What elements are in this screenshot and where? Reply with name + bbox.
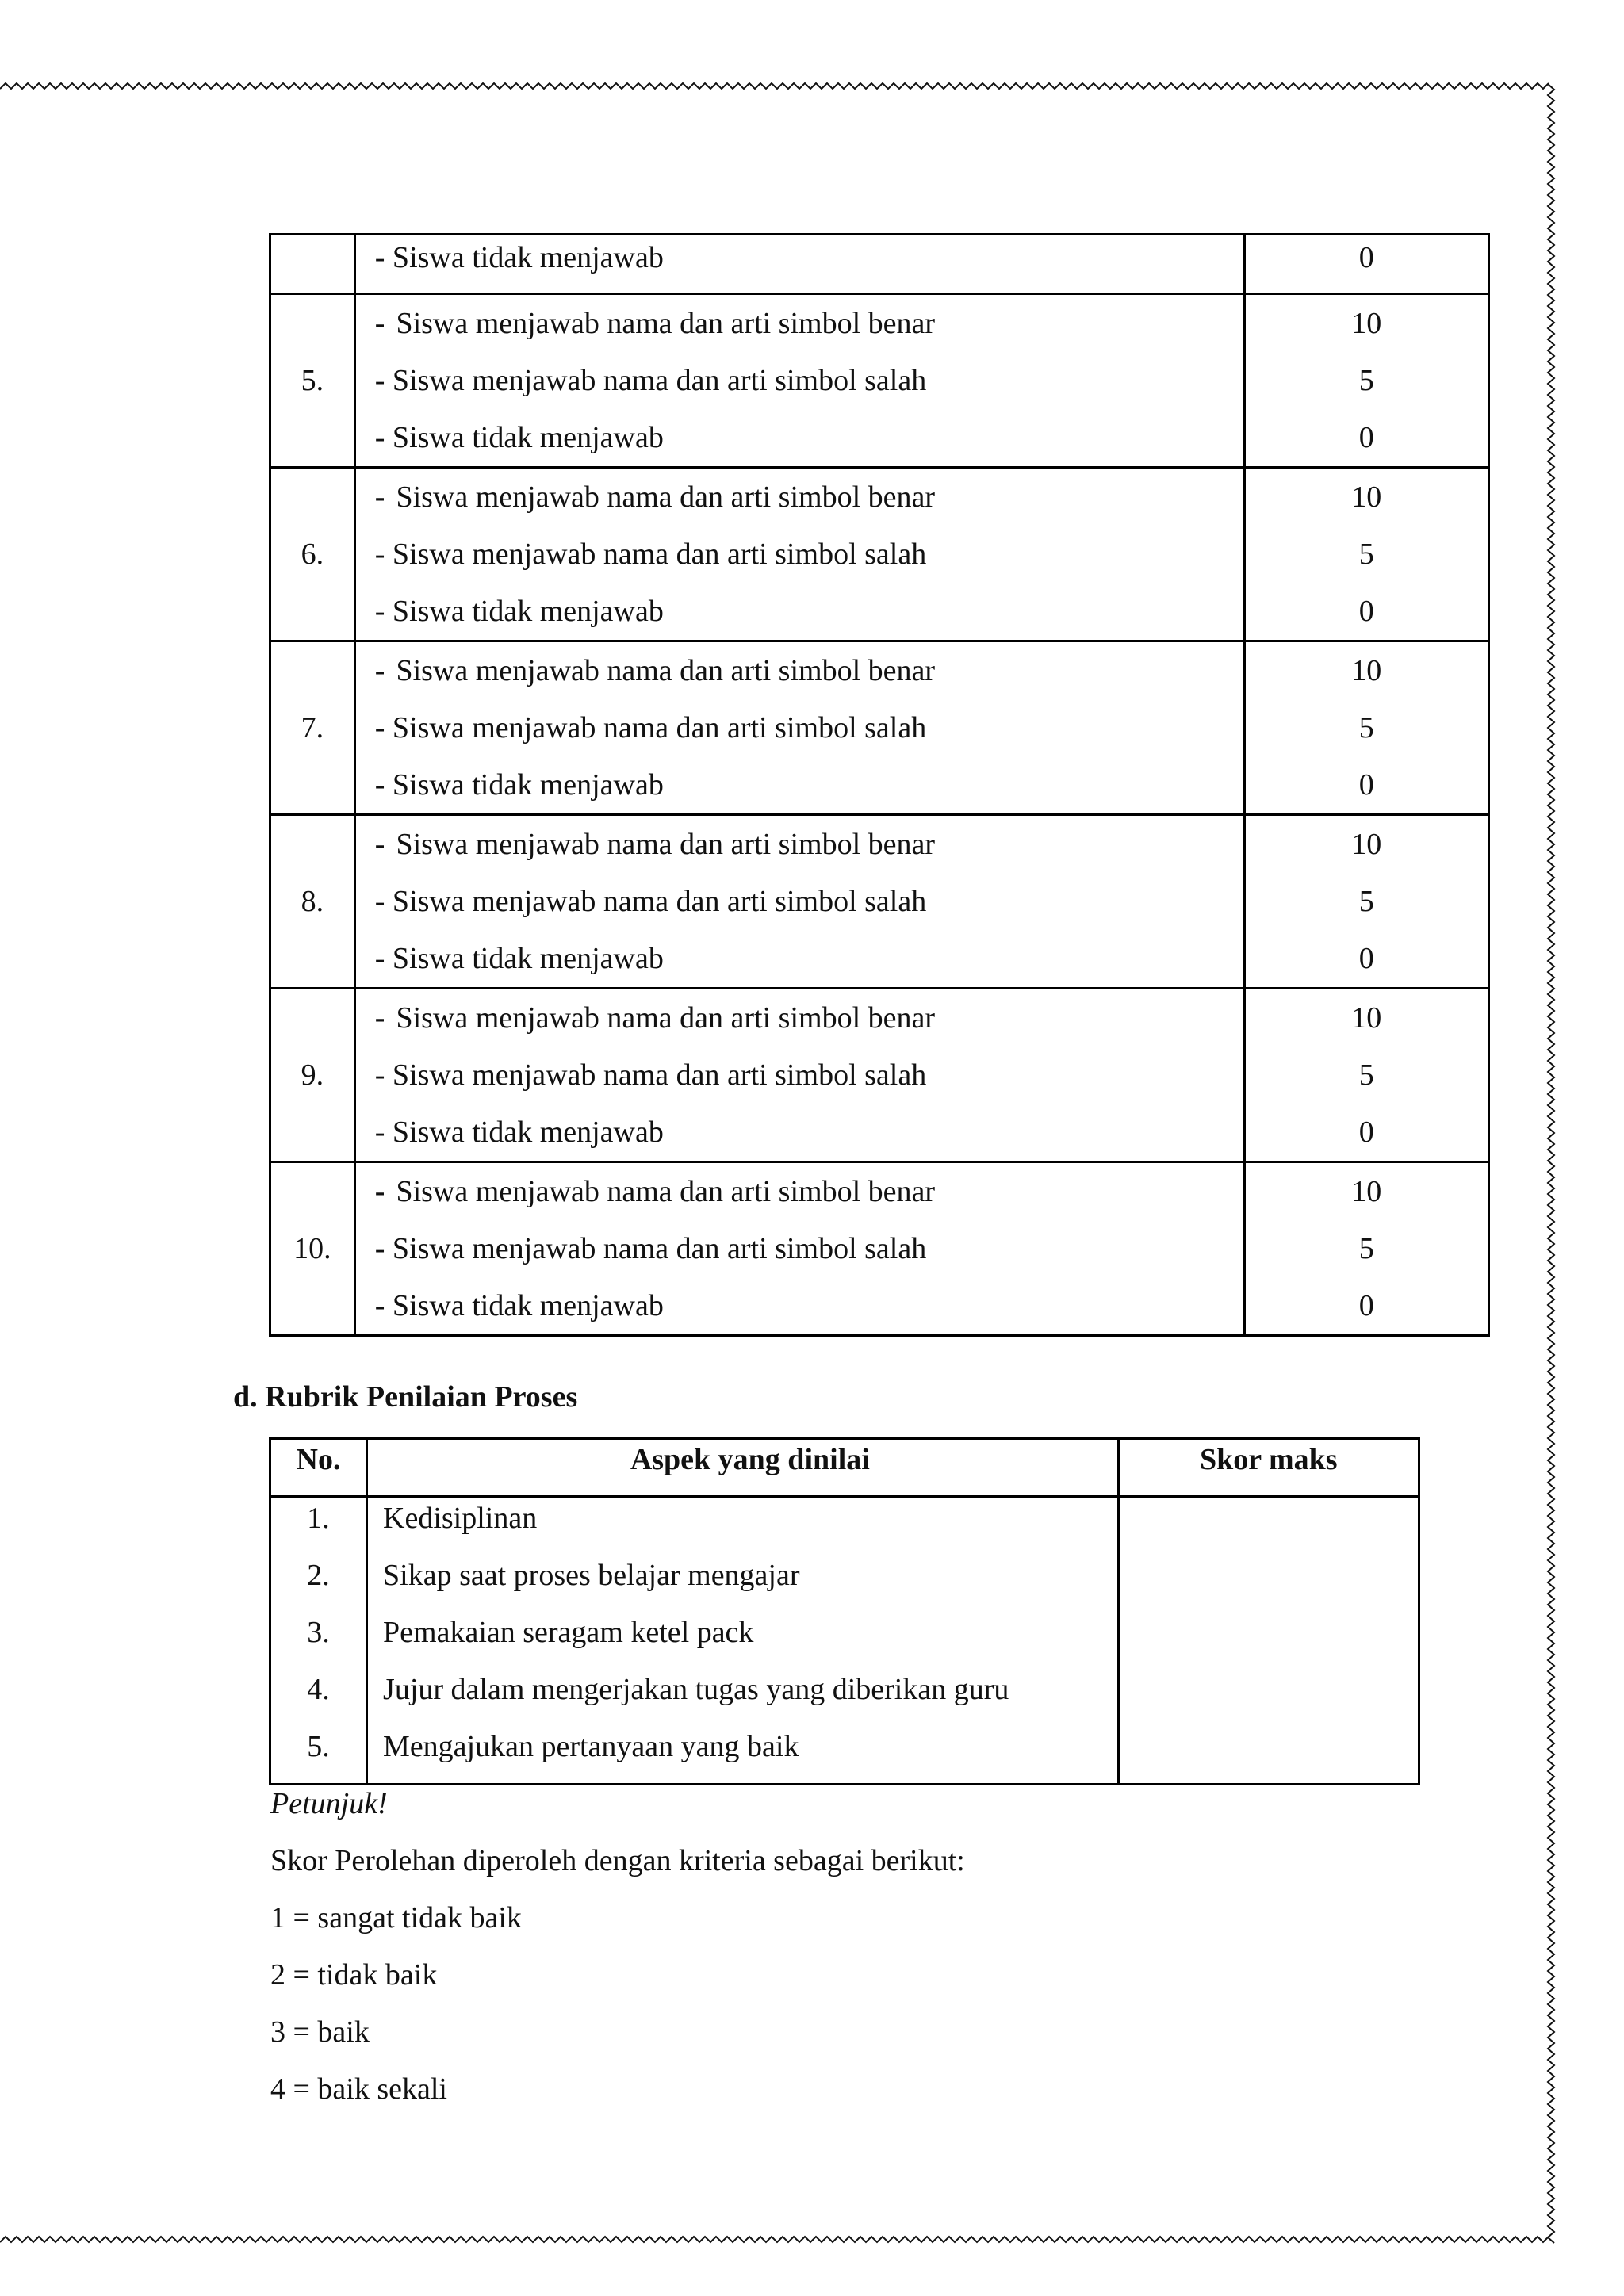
- score-column-empty: [1118, 1497, 1419, 1785]
- header-no: No.: [270, 1439, 367, 1497]
- criteria-text: - Siswa tidak menjawab: [374, 595, 664, 628]
- score-value: 0: [1358, 1289, 1374, 1322]
- criteria-text: - Siswa menjawab nama dan arti simbol salah: [374, 711, 927, 744]
- score-value: 10: [1351, 480, 1382, 514]
- criteria-line: [375, 1220, 1243, 1277]
- bold-dash: -: [374, 654, 385, 687]
- row-number-cell: [270, 235, 355, 294]
- bold-dash: -: [374, 480, 385, 514]
- criteria-text: - Siswa menjawab nama dan arti simbol salah: [374, 538, 927, 571]
- criteria-text: - Siswa tidak menjawab: [374, 768, 664, 802]
- score-value: 5: [1358, 364, 1374, 397]
- criteria-cell: [354, 1162, 1244, 1336]
- criteria-text: - Siswa tidak menjawab: [374, 1289, 664, 1322]
- score-value: 0: [1358, 942, 1374, 975]
- aspect-number: 4.: [307, 1673, 330, 1706]
- score-value: 10: [1351, 1001, 1382, 1035]
- row-number-cell: 7.: [270, 641, 355, 815]
- score-cell: [1244, 294, 1489, 468]
- score-value: 10: [1351, 1175, 1382, 1208]
- criteria-text: Siswa menjawab nama dan arti simbol benar: [396, 307, 936, 340]
- score-value: 10: [1351, 828, 1382, 861]
- row-number-cell: 6.: [270, 468, 355, 641]
- aspect-item: Pemakaian seragam ketel pack: [383, 1616, 754, 1649]
- criteria-line: [375, 526, 1243, 583]
- score-cell: [1244, 989, 1489, 1162]
- instructions-title: Petunjuk!: [270, 1787, 388, 1820]
- row-number-cell: 10.: [270, 1162, 355, 1336]
- criteria-cell: [354, 235, 1244, 294]
- score-value: 5: [1358, 711, 1374, 744]
- instructions-block: [270, 1784, 965, 2126]
- table-header-row: [270, 1439, 1419, 1497]
- bold-dash: -: [374, 1001, 385, 1035]
- criteria-line: [375, 352, 1243, 409]
- criteria-item: 1 = sangat tidak baik: [270, 1901, 522, 1934]
- number-column: [270, 1497, 367, 1785]
- aspect-number: 2.: [307, 1559, 330, 1592]
- criteria-text: Siswa menjawab nama dan arti simbol benar: [396, 828, 936, 861]
- criteria-line: [375, 1104, 1243, 1161]
- criteria-line: [375, 930, 1243, 987]
- score-cell: [1244, 468, 1489, 641]
- score-value: 10: [1351, 307, 1382, 340]
- bold-dash: -: [374, 307, 385, 340]
- criteria-text: - Siswa tidak menjawab: [374, 942, 664, 975]
- score-value: 0: [1358, 241, 1374, 274]
- criteria-line: [375, 1163, 1243, 1220]
- score-value: 0: [1358, 768, 1374, 802]
- aspect-number: 5.: [307, 1730, 330, 1763]
- table-row: [270, 815, 1489, 989]
- criteria-text: Siswa menjawab nama dan arti simbol benar: [396, 480, 936, 514]
- criteria-line: [375, 816, 1243, 873]
- score-value: 5: [1358, 885, 1374, 918]
- bold-dash: -: [374, 828, 385, 861]
- criteria-text: - Siswa tidak menjawab: [374, 421, 664, 454]
- aspect-item: Sikap saat proses belajar mengajar: [383, 1559, 800, 1592]
- row-number-cell: 9.: [270, 989, 355, 1162]
- score-value: 5: [1358, 1232, 1374, 1265]
- table-row: [270, 468, 1489, 641]
- criteria-cell: [354, 468, 1244, 641]
- criteria-line: [375, 469, 1243, 526]
- score-value: 5: [1358, 538, 1374, 571]
- criteria-line: [375, 873, 1243, 930]
- criteria-text: - Siswa menjawab nama dan arti simbol salah: [374, 364, 927, 397]
- score-cell: [1244, 641, 1489, 815]
- aspect-item: Jujur dalam mengerjakan tugas yang diberikan guru: [383, 1673, 1009, 1706]
- criteria-item: 4 = baik sekali: [270, 2072, 447, 2106]
- row-number-cell: 5.: [270, 294, 355, 468]
- criteria-cell: [354, 641, 1244, 815]
- criteria-text: Siswa menjawab nama dan arti simbol benar: [396, 1175, 936, 1208]
- aspect-number: 3.: [307, 1616, 330, 1649]
- criteria-text: - Siswa menjawab nama dan arti simbol salah: [374, 885, 927, 918]
- scoring-rubric-table: [269, 233, 1490, 1337]
- table-row: [270, 294, 1489, 468]
- score-value: 0: [1358, 1115, 1374, 1149]
- process-table-body-row: [270, 1497, 1419, 1785]
- criteria-cell: [354, 294, 1244, 468]
- criteria-text: Siswa menjawab nama dan arti simbol benar: [396, 1001, 936, 1035]
- score-cell: [1244, 1162, 1489, 1336]
- criteria-line: [375, 699, 1243, 756]
- row-number-cell: 8.: [270, 815, 355, 989]
- criteria-item: 2 = tidak baik: [270, 1958, 438, 1992]
- criteria-line: [375, 756, 1243, 813]
- criteria-text: Siswa menjawab nama dan arti simbol benar: [396, 654, 936, 687]
- criteria-list: [270, 1898, 965, 2126]
- criteria-line: [375, 583, 1243, 640]
- score-value: 10: [1351, 654, 1382, 687]
- score-value: 0: [1358, 595, 1374, 628]
- criteria-line: [375, 989, 1243, 1047]
- aspect-number: 1.: [307, 1502, 330, 1535]
- criteria-line: [375, 409, 1243, 466]
- criteria-text: - Siswa tidak menjawab: [374, 241, 664, 274]
- header-aspect: Aspek yang dinilai: [367, 1439, 1119, 1497]
- criteria-line: [375, 642, 1243, 699]
- section-heading: d. Rubrik Penilaian Proses: [233, 1380, 578, 1414]
- criteria-line: [375, 1277, 1243, 1334]
- criteria-line: [375, 295, 1243, 352]
- score-value: 5: [1358, 1058, 1374, 1092]
- criteria-line: [375, 1047, 1243, 1104]
- score-cell: [1244, 815, 1489, 989]
- criteria-line: [375, 235, 1243, 293]
- score-cell: [1244, 235, 1489, 294]
- process-rubric-table: [269, 1437, 1420, 1785]
- aspect-column: [367, 1497, 1119, 1785]
- bold-dash: -: [374, 1175, 385, 1208]
- criteria-text: - Siswa menjawab nama dan arti simbol salah: [374, 1058, 927, 1092]
- header-score: Skor maks: [1118, 1439, 1419, 1497]
- table-row: [270, 235, 1489, 294]
- criteria-item: 3 = baik: [270, 2015, 370, 2049]
- score-value: 0: [1358, 421, 1374, 454]
- aspect-item: Mengajukan pertanyaan yang baik: [383, 1730, 799, 1763]
- criteria-text: - Siswa tidak menjawab: [374, 1115, 664, 1149]
- criteria-text: - Siswa menjawab nama dan arti simbol salah: [374, 1232, 927, 1265]
- criteria-cell: [354, 815, 1244, 989]
- criteria-cell: [354, 989, 1244, 1162]
- table-row: [270, 641, 1489, 815]
- instructions-intro: Skor Perolehan diperoleh dengan kriteria sebagai berikut:: [270, 1844, 965, 1877]
- table-row: [270, 989, 1489, 1162]
- aspect-item: Kedisiplinan: [383, 1502, 538, 1535]
- table-row: [270, 1162, 1489, 1336]
